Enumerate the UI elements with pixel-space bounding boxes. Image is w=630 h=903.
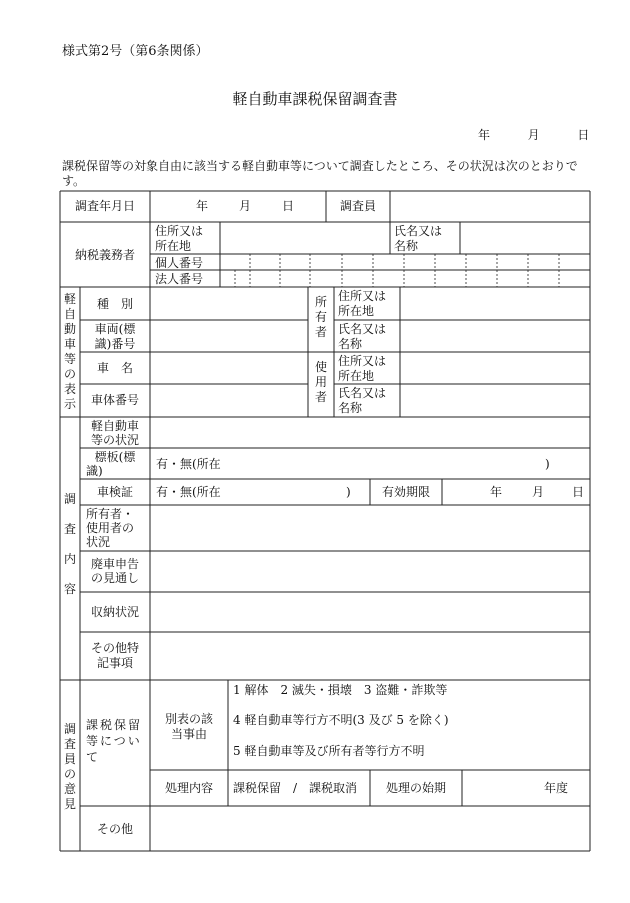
other-notes-label-2: 記事項 bbox=[96, 656, 133, 670]
user-name-label-2: 名称 bbox=[338, 401, 363, 415]
scrap-outlook-label-1: 廃車申告 bbox=[90, 557, 139, 571]
owner-user-status-label-1: 所有者・ bbox=[86, 507, 135, 521]
inspection-label: 車検証 bbox=[96, 485, 133, 499]
owner-address-label-2: 所在地 bbox=[338, 304, 375, 318]
expiry-year: 年 bbox=[490, 485, 503, 499]
intro-text: 課税保留等の対象自由に該当する軽自動車等について調査したところ、その状況は次のとおりです。 bbox=[62, 159, 578, 188]
reason-label-1: 別表の該 bbox=[164, 712, 213, 726]
expiry-month: 月 bbox=[532, 485, 545, 499]
form-number-label: 様式第2号（第6条関係） bbox=[62, 44, 209, 59]
plate-close: ) bbox=[545, 457, 550, 471]
date-month: 月 bbox=[527, 128, 540, 142]
vehicle-plate-label-1: 車両(標 bbox=[94, 322, 136, 336]
reason-option-2: 4 軽自動車等行方不明(3 及び 5 を除く) bbox=[233, 713, 449, 727]
personal-number-label: 個人番号 bbox=[155, 256, 204, 270]
taxpayer-name-label-2: 名称 bbox=[394, 239, 419, 253]
owner-address-label-1: 住所又は bbox=[338, 289, 387, 303]
taxpayer-label: 納税義務者 bbox=[74, 248, 135, 262]
owner-name-label-2: 名称 bbox=[338, 337, 363, 351]
reason-option-3: 5 軽自動車等及び所有者等行方不明 bbox=[233, 744, 425, 758]
plate-value: 有・無(所在 bbox=[156, 457, 221, 471]
payment-status-label: 収納状況 bbox=[90, 605, 139, 619]
inspection-close: ) bbox=[346, 485, 351, 499]
plate-label-1: 標板(標 bbox=[94, 450, 136, 464]
vehicle-type-label: 種 別 bbox=[96, 297, 133, 311]
owner-name-label-1: 氏名又は bbox=[338, 322, 387, 336]
tax-reserve-label-3: て bbox=[86, 750, 99, 764]
body-number-label: 車体番号 bbox=[90, 393, 139, 407]
process-start-label: 処理の始期 bbox=[385, 781, 446, 795]
taxpayer-address-label-2: 所在地 bbox=[155, 239, 192, 253]
process-content-label: 処理内容 bbox=[164, 781, 213, 795]
page-title: 軽自動車課税保留調査書 bbox=[232, 90, 398, 108]
user-address-label-2: 所在地 bbox=[338, 369, 375, 383]
tax-reserve-label-2: 等につい bbox=[86, 734, 142, 748]
survey-date-day: 日 bbox=[282, 199, 295, 213]
date-day: 日 bbox=[577, 128, 590, 142]
taxpayer-name-label-1: 氏名又は bbox=[394, 224, 443, 238]
reason-label-2: 当事由 bbox=[170, 727, 207, 741]
other-notes-label-1: その他特 bbox=[90, 641, 139, 655]
tax-reserve-label-1: 課税保留 bbox=[86, 718, 143, 732]
owner-label: 所 有 者 bbox=[314, 295, 327, 339]
expiry-day: 日 bbox=[572, 485, 585, 499]
user-address-label-1: 住所又は bbox=[338, 354, 387, 368]
survey-section-label: 調 査 内 容 bbox=[63, 492, 76, 596]
survey-date-label: 調査年月日 bbox=[74, 199, 135, 213]
vehicle-section-label: 軽 自 動 車 等 の 表 示 bbox=[63, 292, 76, 411]
survey-date-year: 年 bbox=[196, 199, 209, 213]
process-content-value: 課税保留 / 課税取消 bbox=[233, 781, 358, 795]
user-label: 使 用 者 bbox=[314, 360, 327, 404]
corporate-number-label: 法人番号 bbox=[155, 272, 204, 286]
inspection-value: 有・無(所在 bbox=[156, 485, 221, 499]
process-start-value: 年度 bbox=[544, 781, 569, 795]
user-name-label-1: 氏名又は bbox=[338, 386, 387, 400]
vehicle-status-label-1: 軽自動車 bbox=[90, 419, 139, 433]
document-date bbox=[478, 126, 589, 143]
owner-user-status-label-3: 状況 bbox=[86, 535, 111, 549]
other-opinion-label: その他 bbox=[96, 822, 133, 836]
vehicle-status-label-2: 等の状況 bbox=[90, 433, 139, 447]
reason-option-1: 1 解体 2 滅失・損壊 3 盗難・詐欺等 bbox=[233, 683, 448, 697]
plate-label-2: 識) bbox=[86, 464, 103, 478]
expiry-label: 有効期限 bbox=[381, 485, 430, 499]
vehicle-plate-label-2: 識)番号 bbox=[94, 337, 136, 351]
opinion-section-label: 調 査 員 の 意 見 bbox=[63, 722, 76, 811]
investigator-label: 調査員 bbox=[339, 199, 376, 213]
date-year: 年 bbox=[478, 128, 491, 142]
scrap-outlook-label-2: の見通し bbox=[90, 571, 139, 585]
taxpayer-address-label-1: 住所又は bbox=[155, 224, 204, 238]
car-name-label: 車 名 bbox=[96, 361, 133, 375]
owner-user-status-label-2: 使用者の bbox=[86, 521, 135, 535]
survey-date-month: 月 bbox=[239, 199, 252, 213]
